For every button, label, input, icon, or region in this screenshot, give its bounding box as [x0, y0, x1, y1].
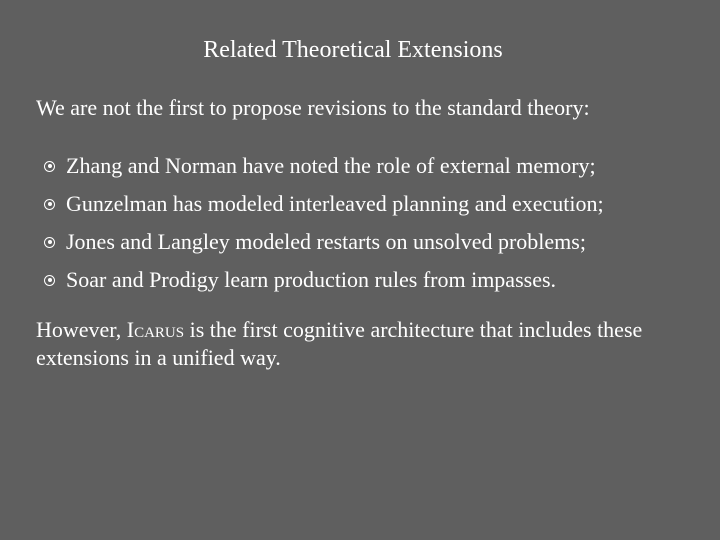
bullet-item [44, 223, 604, 261]
bullet-dot-icon [44, 199, 55, 210]
intro-text: We are not the first to propose revisions to the standard theory: [36, 95, 590, 120]
bullet-text: Gunzelman has modeled interleaved planning and execution; [66, 191, 604, 216]
bullet-item [44, 261, 604, 299]
bullet-text: Soar and Prodigy learn production rules from impasses. [66, 267, 557, 292]
closing-after: is the first cognitive architecture that includes these extensions in a unified way. [36, 317, 643, 370]
architecture-name: Icarus [126, 317, 185, 342]
bullet-item [44, 185, 604, 223]
closing-before: However, [36, 317, 127, 342]
bullet-item [44, 147, 604, 185]
bullet-text: Zhang and Norman have noted the role of external memory; [66, 153, 596, 178]
bullet-dot-icon [44, 275, 55, 286]
slide-title: Related Theoretical Extensions [203, 37, 503, 63]
bullet-list [44, 147, 604, 299]
bullet-dot-icon [44, 237, 55, 248]
closing-text [36, 316, 696, 372]
bullet-text: Jones and Langley modeled restarts on unsolved problems; [66, 229, 586, 254]
bullet-dot-icon [44, 161, 55, 172]
